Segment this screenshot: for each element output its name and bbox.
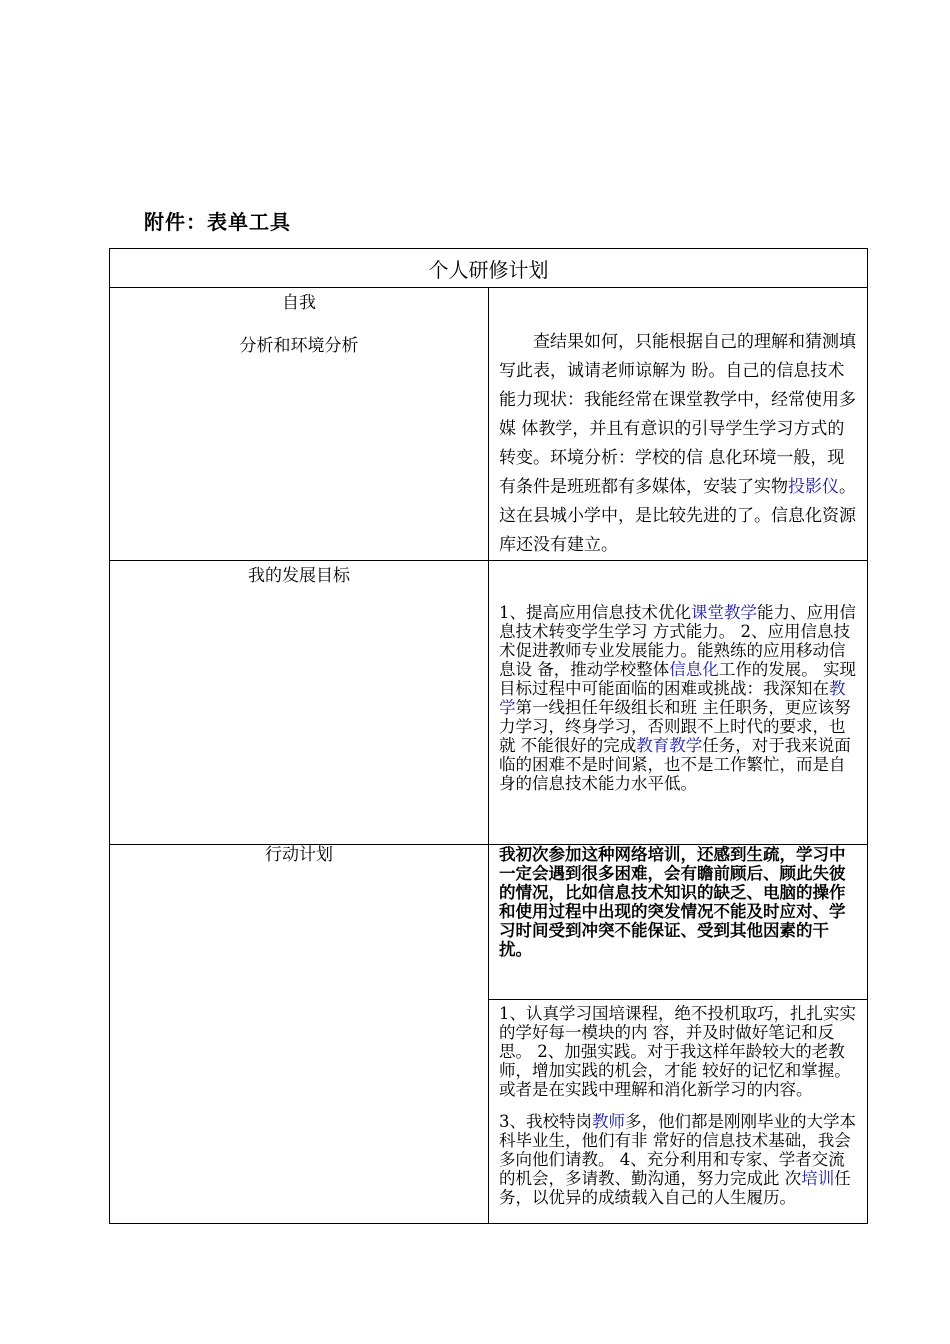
goals-content bbox=[489, 561, 868, 845]
text-segment: 1、提高应用信息技术优化 bbox=[499, 603, 691, 622]
page-heading: 附件：表单工具 bbox=[144, 210, 291, 234]
research-plan-table bbox=[109, 248, 868, 1224]
hyperlink[interactable]: 教育教学 bbox=[636, 736, 703, 755]
table-row-goals bbox=[110, 561, 868, 845]
table-title: 个人研修计划 bbox=[110, 249, 868, 288]
goals-text bbox=[489, 561, 867, 793]
self-analysis-text bbox=[489, 288, 867, 560]
text-segment: 任务，对于我来说面临的困难不是时间紧，也不是工作繁忙，而是自身的信息技术能力水平低。 bbox=[499, 736, 851, 793]
text-segment: 查结果如何，只能根据自己的理解和猜测填写此表，诚请老师谅解为 盼。自己的信息技术能力现状：我能经常在课堂教学中，经常使用多媒 体教学，并且有意识的引导学生学习方式的转变。环境分析：学校的信 息化环境一般，现有条件是班班都有多媒体，安装了实物 bbox=[499, 332, 856, 497]
self-analysis-content bbox=[489, 288, 868, 561]
text-segment: 多，他们都是刚刚毕业的大学本科毕业生，他们有非 常好的信息技术基础，我会多向他们请教。 4、充分利用和专家、学者交流的机会，多请教、勤沟通，努力完成此 次 bbox=[499, 1112, 856, 1188]
hyperlink[interactable]: 信息化 bbox=[669, 660, 719, 679]
self-analysis-label-line2: 分析和环境分析 bbox=[239, 336, 359, 356]
hyperlink[interactable]: 教师 bbox=[592, 1112, 625, 1131]
table-row-action-plan bbox=[110, 845, 868, 1000]
text-segment: 第一线担任年级组长和班 主任职务，更应该努力学习，终身学习，否则跟不上时代的要求，也就 不能很好的完成 bbox=[499, 698, 851, 755]
text-segment: 。这在县城小学中，是比较先进的了。信息化资源库还没有建立。 bbox=[499, 477, 856, 555]
table-row-self-analysis bbox=[110, 288, 868, 561]
action-label-cell bbox=[110, 845, 489, 1224]
action-label: 行动计划 bbox=[265, 845, 333, 865]
self-analysis-label-line1: 自我 bbox=[282, 293, 316, 313]
text-segment: 能力、应用信息技术转变学生学习 方式能力。 2、应用信息技术促进教师专业发展能力。能熟练的应用移动信息设 备，推动学校整体 bbox=[499, 603, 856, 679]
text-segment: 工作的发展。 实现目标过程中可能面临的困难或挑战：我深知在 bbox=[499, 660, 856, 698]
hyperlink[interactable]: 投影仪 bbox=[788, 477, 839, 497]
action-part2-content bbox=[489, 1000, 868, 1224]
action-part1-text: 我初次参加这种网络培训，还感到生疏，学习中一定会遇到很多困难，会有瞻前顾后、顾此失彼的情况，比如信息技术知识的缺乏、电脑的操作和使用过程中出现的突发情况不能及时应对、学习时间受到冲突不能保证、受到其他因素的干扰。 bbox=[499, 845, 846, 959]
text-segment: 任务，以优异的成绩载入自己的人生履历。 bbox=[499, 1169, 851, 1207]
text-segment: 3、我校特岗 bbox=[499, 1112, 592, 1131]
action-part2-para2 bbox=[499, 1112, 857, 1207]
hyperlink[interactable]: 课堂教学 bbox=[691, 603, 757, 622]
action-part2-para1: 1、认真学习国培课程，绝不投机取巧，扎扎实实的学好每一模块的内 容，并及时做好笔记和反思。 2、加强实践。对于我这样年龄较大的老教师，增加实践的机会，才能 较好的记忆和掌握。或者是在实践中理解和消化新学习的内容。 bbox=[499, 1004, 856, 1099]
goals-label-cell bbox=[110, 561, 489, 845]
goals-label: 我的发展目标 bbox=[248, 566, 350, 586]
hyperlink[interactable]: 培训 bbox=[801, 1169, 835, 1188]
self-analysis-label bbox=[110, 288, 489, 561]
hyperlink[interactable]: 教学 bbox=[499, 679, 846, 717]
action-part1-content bbox=[489, 845, 868, 1000]
